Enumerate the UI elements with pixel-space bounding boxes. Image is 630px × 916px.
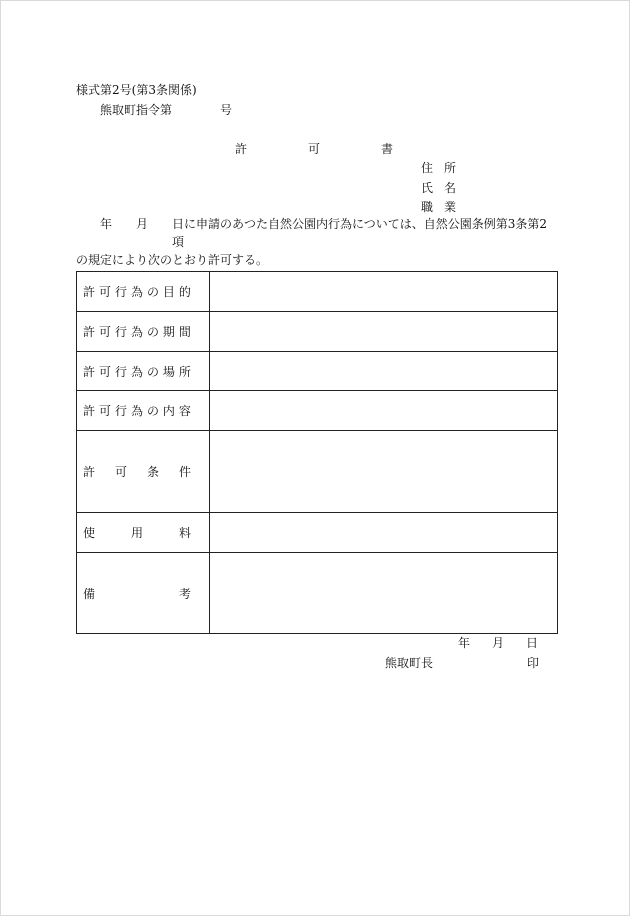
row-label: 許 可 行 為 の 期 間 [77, 312, 210, 352]
order-number-suffix: 号 [220, 103, 233, 117]
purpose-field[interactable] [210, 272, 558, 312]
body-text-line2: の規定により次のとおり許可する。 [76, 253, 269, 267]
footer-day: 日 [525, 636, 538, 650]
table-row [77, 272, 558, 312]
body-month: 月 [136, 217, 149, 231]
document-title [235, 142, 393, 156]
row-label: 許 可 行 為 の 場 所 [77, 352, 210, 391]
fee-field[interactable] [210, 513, 558, 553]
body-text-line1: 日に申請のあつた自然公園内行為については、自然公園条例第3条第2項 [172, 217, 548, 249]
title-char: 書 [380, 142, 393, 156]
location-field[interactable] [210, 352, 558, 391]
table-row [77, 553, 558, 634]
content-field[interactable] [210, 391, 558, 431]
permit-details-table [76, 271, 558, 634]
row-label: 許 可 条 件 [77, 431, 210, 513]
table-row [77, 312, 558, 352]
conditions-field[interactable] [210, 431, 558, 513]
body-year: 年 [100, 217, 113, 231]
title-char: 許 [235, 142, 248, 156]
seal-mark: 印 [527, 656, 540, 670]
table-row [77, 431, 558, 513]
permit-body-text [76, 215, 558, 269]
table-row [77, 513, 558, 553]
form-reference: 様式第2号(第3条関係) [76, 83, 197, 97]
remarks-field[interactable] [210, 553, 558, 634]
row-label: 許 可 行 為 の 内 容 [77, 391, 210, 431]
recipient-address-label: 住 所 [421, 161, 456, 175]
title-char: 可 [307, 142, 320, 156]
footer-year: 年 [458, 636, 471, 650]
footer-month: 月 [491, 636, 504, 650]
row-label: 備 考 [77, 553, 210, 634]
signatory-title: 熊取町長 [385, 656, 434, 670]
table-row [77, 352, 558, 391]
period-field[interactable] [210, 312, 558, 352]
recipient-occupation-label: 職 業 [421, 200, 456, 214]
table-row [77, 391, 558, 431]
order-number-prefix: 熊取町指令第 [100, 103, 173, 117]
row-label: 使 用 料 [77, 513, 210, 553]
row-label: 許 可 行 為 の 目 的 [77, 272, 210, 312]
footer-date [458, 636, 538, 650]
recipient-name-label: 氏 名 [421, 181, 456, 195]
